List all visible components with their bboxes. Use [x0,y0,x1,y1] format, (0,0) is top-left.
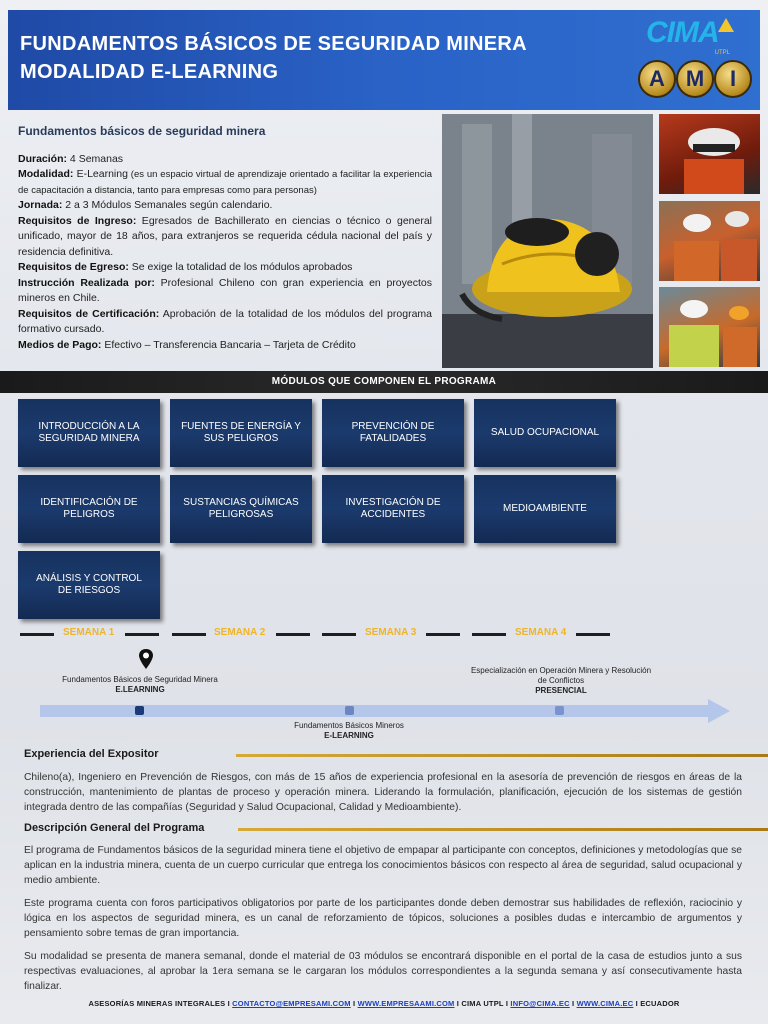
pago-label: Medios de Pago: [18,338,102,351]
week-divider [125,633,159,636]
module-card: IDENTIFICACIÓN DE PELIGROS [18,475,160,543]
experiencia-heading: Experiencia del Expositor [24,748,159,760]
ingreso-label: Requisitos de Ingreso: [18,214,137,227]
descripcion-paragraph-3: Su modalidad se presenta de manera semanal, donde el material de 03 módulos se encontrará disponible en el portal de la casa de estudios junto a sus respectivas evaluaciones, al aprobar la 1era semana se le cargaran los módulos correspondientes a la segunda semana y así consecutivamente hasta finalizar. [24,951,742,992]
gold-divider [236,754,768,757]
modules-heading: MÓDULOS QUE COMPONEN EL PROGRAMA [0,371,768,393]
timeline-marker [555,706,564,715]
module-card: INVESTIGACIÓN DE ACCIDENTES [322,475,464,543]
week-divider [20,633,54,636]
modalidad-label: Modalidad: [18,168,74,180]
week-divider [322,633,356,636]
module-card: SUSTANCIAS QUÍMICAS PELIGROSAS [170,475,312,543]
ami-logo-m: M [676,60,714,98]
descripcion-paragraph-1: El programa de Fundamentos básicos de la seguridad minera tiene el objetivo de empapar al participante con conceptos, definiciones y metodologías que se aplican en la industria minera, cuenta de un cuerpo curricular que entrega los conocimientos básicos con respecto al área de seguridad, salud ocupacional y medio ambiente. [24,845,742,886]
footer-separator: I [569,999,577,1008]
title-line-2: MODALIDAD E-LEARNING [20,61,279,83]
timeline-stage-1 [40,675,240,695]
week-label: SEMANA 1 [63,627,115,638]
footer-web-cima[interactable]: WWW.CIMA.EC [576,999,634,1008]
timeline-marker [345,706,354,715]
descripcion-paragraph-2: Este programa cuenta con foros participativos obligatorios por parte de los participantes donde deben demostrar sus habilidades de reflexión, raciocinio y lógica en los aspectos de seguridad minera, es un canal de reforzamiento de tópicos, soluciones a posibles dudas e intercambio de argumentos y pensamiento sobre temas de gran importancia. [24,898,742,939]
module-card: MEDIOAMBIENTE [474,475,616,543]
pago-value: Efectivo – Transferencia Bancaria – Tarjeta de Crédito [101,338,356,351]
location-pin-icon [138,649,154,669]
timeline-stage-2 [254,721,444,741]
jornada-label: Jornada: [18,199,63,211]
jornada-value: 2 a 3 Módulos Semanales según calendario. [62,199,273,211]
worker-photo-3 [659,287,760,367]
timeline-stage-3-mode: PRESENCIAL [535,686,587,695]
timeline-stage-3-title: Especialización en Operación Minera y Resolución de Conflictos [470,666,652,685]
footer-cima: I CIMA UTPL I [454,999,511,1008]
week-divider [576,633,610,636]
certificacion-row [18,307,432,338]
timeline-stage-2-title: Fundamentos Básicos Mineros [294,721,404,730]
modalidad-row [18,167,432,198]
page-title [20,30,527,86]
duracion-row [18,152,432,168]
week-divider [426,633,460,636]
footer-email-ami[interactable]: CONTACTO@EMPRESAMI.COM [232,999,351,1008]
experiencia-text: Chileno(a), Ingeniero en Prevención de Riesgos, con más de 15 años de experiencia profesional en la asesoría de prevención de riesgos en áreas de la construcción, mantenimiento de plantas de proceso y operación minera. Liderando la formulación, planificación, ejecución de los sistemas de gestión integrada dentro de las compañías (Seguridad y Salud Ocupacional, Calidad y Medioambiente). [24,772,742,813]
duracion-value: 4 Semanas [67,152,124,165]
week-label: SEMANA 4 [515,627,567,638]
timeline-marker [135,706,144,715]
ami-logo-a: A [638,60,676,98]
timeline-stage-1-title: Fundamentos Básicos de Seguridad Minera [62,675,218,684]
title-line-1: FUNDAMENTOS BÁSICOS DE SEGURIDAD MINERA [20,33,527,55]
module-card: PREVENCIÓN DE FATALIDADES [322,399,464,467]
certificacion-value: Aprobación de la totalidad de los módulos del programa formativo cursado. [18,307,432,335]
ami-logo-i: I [714,60,752,98]
ami-logo [638,60,754,100]
instruccion-row [18,276,432,307]
program-info [18,124,432,353]
footer [0,999,768,1008]
week-divider [276,633,310,636]
worker-photo-1 [659,114,760,194]
week-divider [472,633,506,636]
egreso-value: Se exige la totalidad de los módulos aprobados [128,261,353,273]
header-banner [8,10,760,110]
modalidad-note: (es un espacio virtual de aprendizaje orientado a facilitar la experiencia de capacitación a distancia, tanto para empresas como para personas) [18,169,432,196]
footer-separator: I [350,999,358,1008]
timeline-stage-3 [466,666,656,696]
instruccion-value: Profesional Chileno con gran experiencia en proyectos mineros en Chile. [18,276,432,304]
egreso-label: Requisitos de Egreso: [18,261,129,273]
cima-logo-text: CIMA [646,16,719,49]
pago-row [18,338,432,354]
module-card: FUENTES DE ENERGÍA Y SUS PELIGROS [170,399,312,467]
ingreso-row [18,214,432,261]
week-label: SEMANA 2 [214,627,266,638]
program-subtitle: Fundamentos básicos de seguridad minera [18,124,266,138]
module-card: SALUD OCUPACIONAL [474,399,616,467]
egreso-row [18,260,432,276]
gold-divider [238,828,768,831]
module-card: INTRODUCCIÓN A LA SEGURIDAD MINERA [18,399,160,467]
footer-web-ami[interactable]: WWW.EMPRESAAMI.COM [357,999,455,1008]
jornada-row [18,198,432,214]
timeline-stage-1-mode: E.LEARNING [115,685,165,694]
week-divider [172,633,206,636]
timeline-stage-2-mode: E-LEARNING [324,731,374,740]
duracion-label: Duración: [18,152,68,165]
footer-country: I ECUADOR [633,999,680,1008]
footer-email-cima[interactable]: INFO@CIMA.EC [510,999,570,1008]
cima-triangle-icon [718,18,734,32]
descripcion-heading: Descripción General del Programa [24,822,205,834]
cima-logo [646,16,746,56]
ingreso-value: Egresados de Bachillerato en ciencias o técnico o general unificado, mayor de 18 años, para extranjeros se requerida cédula nacional del país y residencia definitiva. [18,214,433,258]
footer-company: ASESORÍAS MINERAS INTEGRALES I [88,999,233,1008]
certificacion-label: Requisitos de Certificación: [18,307,160,320]
worker-photo-2 [659,201,760,281]
instruccion-label: Instrucción Realizada por: [18,276,155,289]
helmet-photo [442,114,653,368]
week-label: SEMANA 3 [365,627,417,638]
modalidad-value: E-Learning [73,168,128,180]
module-card: ANÁLISIS Y CONTROL DE RIESGOS [18,551,160,619]
cima-logo-sub: UTPL [714,50,730,56]
